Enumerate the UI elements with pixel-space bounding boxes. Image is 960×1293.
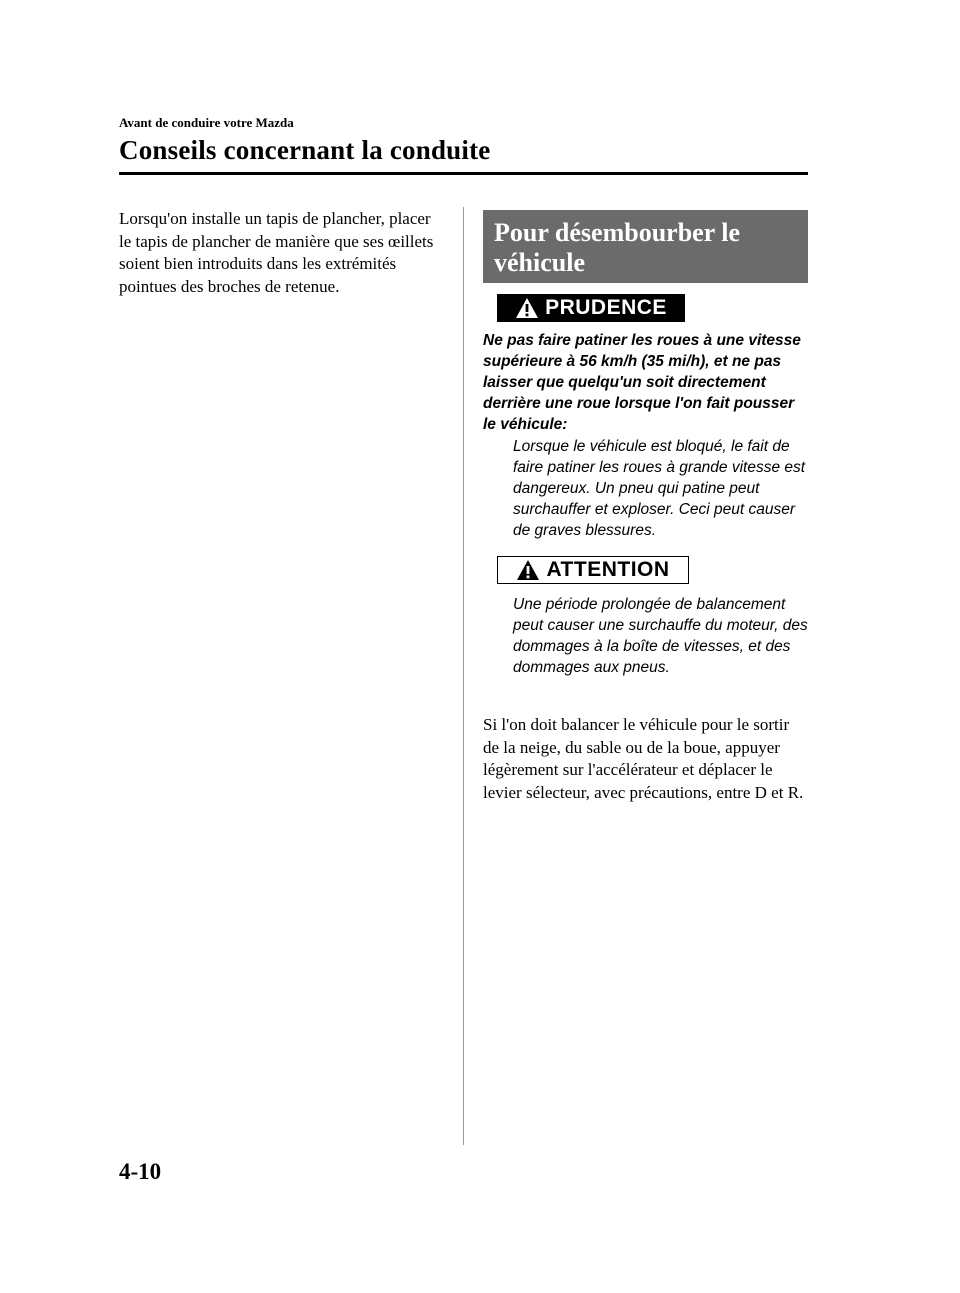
prudence-label xyxy=(497,294,685,322)
section-label: Avant de conduire votre Mazda xyxy=(119,115,294,130)
column-divider xyxy=(463,207,464,1145)
prudence-lead: Ne pas faire patiner les roues à une vitesse supérieure à 56 km/h (35 mi/h), et ne pas laisser que quelqu'un soit directement derrière une roue lorsque l'on fait pousser le véhicule: xyxy=(483,332,801,433)
prudence-label-text: PRUDENCE xyxy=(545,296,667,319)
section-heading: Pour désembourber le véhicule xyxy=(483,210,808,283)
warning-triangle-icon xyxy=(515,297,539,319)
prudence-detail: Lorsque le véhicule est bloqué, le fait de faire patiner les roues à grande vitesse est dangereux. Un pneu qui patine peut surchauffer et exploser. Ceci peut causer de graves blessures. xyxy=(513,438,806,539)
page-number: 4-10 xyxy=(119,1159,162,1184)
chapter-title: Conseils concernant la conduite xyxy=(119,135,491,165)
left-column-paragraph: Lorsqu'on installe un tapis de plancher, placer le tapis de plancher de manière que ses œillets soient bien introduits dans les extrémités pointues des broches de retenue. xyxy=(119,209,434,296)
header-rule xyxy=(119,172,808,175)
right-column-paragraph: Si l'on doit balancer le véhicule pour le sortir de la neige, du sable ou de la boue, appuyer légèrement sur l'accélérateur et déplacer le levier sélecteur, avec précautions, entre D et R. xyxy=(483,715,804,802)
attention-label-text: ATTENTION xyxy=(546,558,670,581)
warning-triangle-icon xyxy=(516,559,540,581)
attention-label xyxy=(497,556,689,584)
attention-detail: Une période prolongée de balancement peut causer une surchauffe du moteur, des dommages à la boîte de vitesses, et des dommages aux pneus. xyxy=(513,596,808,676)
